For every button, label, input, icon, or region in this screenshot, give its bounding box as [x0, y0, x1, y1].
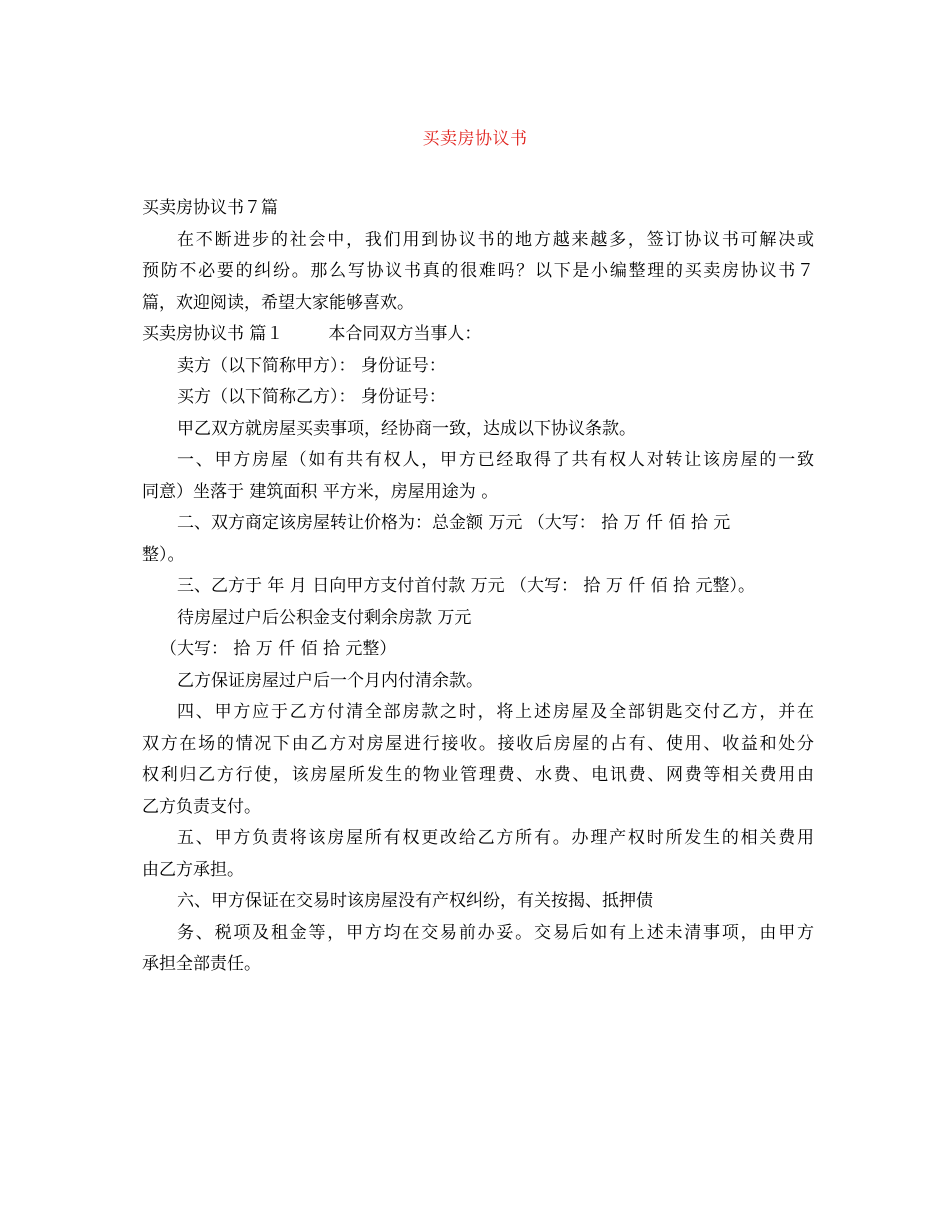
clause-4-line: 乙方负责支付。: [142, 796, 261, 817]
clause-6-line: 务、税项及租金等，甲方均在交易前办妥。交易后如有上述未清事项，由甲方: [177, 922, 814, 943]
clause-4-line: 权利归乙方行使，该房屋所发生的物业管理费、水费、电讯费、网费等相关费用由: [142, 765, 814, 785]
clause-3-line: 待房屋过户后公积金支付剩余房款 万元: [177, 607, 472, 628]
section-heading: 买卖房协议书 篇１: [142, 324, 284, 344]
document-title: 买卖房协议书: [422, 129, 528, 149]
clause-5-line: 五、甲方负责将该房屋所有权更改给乙方所有。办理产权时所发生的相关费用: [177, 828, 814, 848]
parties-heading: 本合同双方当事人：: [328, 324, 482, 344]
clause-6-line: 六、甲方保证在交易时该房屋没有产权纠纷，有关按揭、抵押债: [177, 891, 653, 911]
clause-3-line: （大写： 拾 万 仟 佰 拾 元整）: [160, 639, 397, 659]
section-heading-line: [142, 319, 814, 351]
clause-4-line: 双方在场的情况下由乙方对房屋进行接收。接收后房屋的占有、使用、收益和处分: [142, 733, 814, 754]
paragraph-line: 在不断进步的社会中，我们用到协议书的地方越来越多，签订协议书可解决或: [177, 229, 814, 250]
clause-1-line: 一、甲方房屋（如有共有权人，甲方已经取得了共有权人对转让该房屋的一致: [177, 450, 814, 470]
paragraph-line: 甲乙双方就房屋买卖事项，经协商一致，达成以下协议条款。: [177, 418, 636, 439]
buyer-line: 买方（以下简称乙方）： 身份证号：: [177, 387, 446, 407]
seller-line: 卖方（以下简称甲方）： 身份证号：: [177, 355, 446, 376]
clause-4-line: 四、甲方应于乙方付清全部房款之时，将上述房屋及全部钥匙交付乙方，并在: [177, 702, 814, 722]
clause-3-line: 乙方保证房屋过户后一个月内付清余款。: [177, 670, 483, 691]
clause-3-line: 三、乙方于 年 月 日向甲方支付首付款 万元 （大写： 拾 万 仟 佰 拾 元整）。: [177, 576, 755, 596]
clause-1-line: 同意）坐落于 建筑面积 平方米，房屋用途为 。: [142, 481, 499, 502]
paragraph-line: 篇，欢迎阅读，希望大家能够喜欢。: [142, 292, 414, 313]
doc-subtitle: 买卖房协议书７篇: [142, 198, 278, 218]
paragraph-line: 预防不必要的纠纷。那么写协议书真的很难吗？以下是小编整理的买卖房协议书７: [142, 261, 814, 281]
document-body: [142, 193, 814, 981]
clause-2-line: 二、双方商定该房屋转让价格为：总金额 万元 （大写： 拾 万 仟 佰 拾 元: [177, 513, 731, 533]
clause-6-line: 承担全部责任。: [142, 954, 261, 974]
clause-5-line: 由乙方承担。: [142, 859, 244, 880]
clause-2-line: 整）。: [142, 544, 185, 565]
